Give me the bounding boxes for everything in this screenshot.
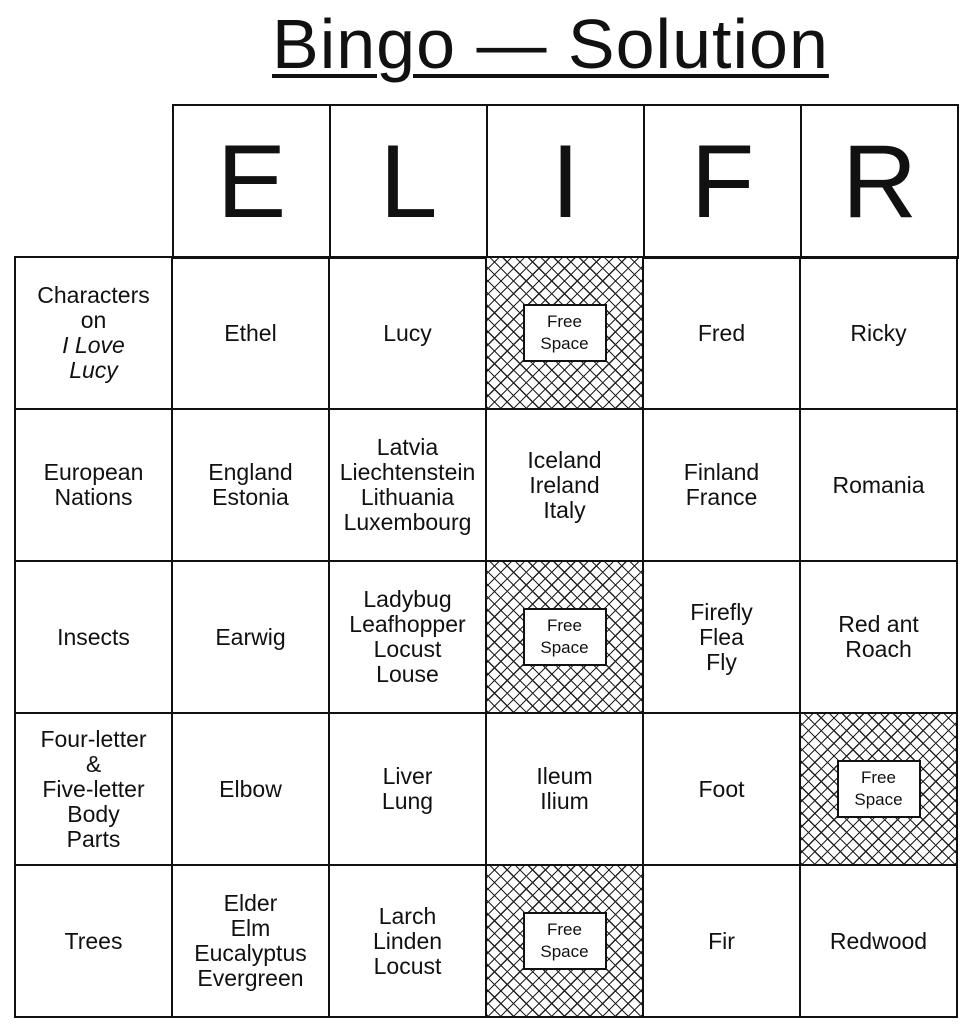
- answer-word: Lung: [381, 788, 434, 814]
- answer-word: Foot: [698, 775, 745, 802]
- free-space-text: Space: [540, 638, 589, 657]
- answer-word: Evergreen: [197, 965, 304, 991]
- answer-word: Elm: [230, 915, 271, 941]
- category-label: Body: [67, 800, 120, 827]
- free-space-cell: [487, 562, 644, 714]
- answer-word: Red ant: [838, 611, 919, 637]
- answer-word: Linden: [372, 927, 443, 954]
- free-space-text: Free: [861, 768, 896, 787]
- answer-word: Louse: [376, 661, 439, 687]
- free-space-text: Space: [540, 334, 589, 353]
- category-label: Characters: [37, 282, 150, 308]
- category-label: Five-letter: [42, 775, 145, 802]
- answer-cell-f: [644, 866, 801, 1018]
- answer-word: Ethel: [224, 319, 277, 346]
- answer-word: Lithuania: [360, 484, 455, 510]
- category-cell: [16, 256, 173, 410]
- bingo-board: [14, 256, 958, 1018]
- answer-cell-l: [330, 562, 487, 714]
- answer-word: Flea: [699, 623, 744, 650]
- answer-cell-e: [173, 866, 330, 1018]
- category-cell: [16, 714, 173, 866]
- answer-cell-e: [173, 256, 330, 410]
- category-label: on: [80, 307, 107, 333]
- category-label: Trees: [64, 927, 123, 954]
- answer-word: Locust: [373, 952, 442, 979]
- free-space-text: Space: [854, 790, 903, 809]
- answer-word: Elbow: [219, 775, 282, 802]
- answer-word: Larch: [378, 902, 437, 929]
- answer-word: Lucy: [383, 319, 432, 346]
- answer-word: Locust: [373, 636, 442, 662]
- answer-cell-f: [644, 714, 801, 866]
- free-space-label: [523, 608, 607, 666]
- answer-word: Leafhopper: [349, 611, 466, 637]
- free-space-text: Free: [547, 920, 582, 939]
- answer-cell-r: [801, 410, 958, 562]
- answer-word: Earwig: [215, 623, 286, 650]
- category-cell: [16, 410, 173, 562]
- column-letter-l: L: [331, 106, 488, 259]
- answer-word: Ireland: [529, 471, 600, 498]
- answer-word: Latvia: [376, 434, 439, 460]
- category-cell: [16, 562, 173, 714]
- category-label: Lucy: [69, 357, 118, 383]
- free-space-text: Space: [540, 942, 589, 961]
- category-label: European: [43, 459, 144, 485]
- answer-cell-r: [801, 256, 958, 410]
- answer-word: Roach: [845, 636, 912, 662]
- page-title: Bingo — Solution: [272, 5, 829, 83]
- answer-word: Fred: [697, 319, 746, 346]
- answer-cell-e: [173, 562, 330, 714]
- answer-word: Ilium: [540, 788, 589, 814]
- answer-cell-i: [487, 410, 644, 562]
- answer-cell-i: [487, 714, 644, 866]
- answer-word: Firefly: [690, 598, 753, 625]
- answer-word: Ladybug: [363, 586, 452, 612]
- answer-word: Finland: [683, 459, 760, 485]
- category-label: Insects: [57, 623, 130, 650]
- answer-word: Italy: [543, 496, 586, 523]
- free-space-cell: [487, 256, 644, 410]
- answer-cell-r: [801, 562, 958, 714]
- answer-word: Liver: [382, 763, 433, 789]
- category-label: &: [85, 750, 102, 777]
- free-space-label: [837, 760, 921, 818]
- free-space-text: Free: [547, 312, 582, 331]
- answer-cell-l: [330, 714, 487, 866]
- column-letter-r: R: [802, 106, 959, 259]
- answer-word: Iceland: [527, 446, 602, 473]
- column-letter-e: E: [174, 106, 331, 259]
- free-space-label: [523, 912, 607, 970]
- answer-cell-e: [173, 410, 330, 562]
- free-space-cell: [487, 866, 644, 1018]
- answer-word: England: [208, 459, 293, 485]
- column-letter-i: I: [488, 106, 645, 259]
- answer-word: Ileum: [536, 763, 593, 789]
- free-space-label: [523, 304, 607, 362]
- answer-cell-l: [330, 410, 487, 562]
- category-label: Nations: [54, 484, 133, 510]
- category-label: I Love: [62, 332, 125, 358]
- answer-word: Fly: [706, 648, 737, 675]
- answer-word: Romania: [832, 471, 925, 498]
- free-space-cell: [801, 714, 958, 866]
- answer-word: Redwood: [829, 927, 928, 954]
- answer-cell-l: [330, 866, 487, 1018]
- column-letter-f: F: [645, 106, 802, 259]
- answer-word: France: [685, 484, 758, 510]
- free-space-text: Free: [547, 616, 582, 635]
- answer-word: Elder: [223, 890, 278, 916]
- column-headers: [172, 104, 959, 259]
- answer-cell-f: [644, 410, 801, 562]
- answer-word: Luxembourg: [343, 509, 472, 535]
- answer-cell-l: [330, 256, 487, 410]
- answer-cell-f: [644, 256, 801, 410]
- category-cell: [16, 866, 173, 1018]
- answer-word: Fir: [708, 927, 735, 954]
- answer-word: Estonia: [212, 484, 289, 510]
- answer-word: Liechtenstein: [339, 459, 476, 485]
- answer-cell-e: [173, 714, 330, 866]
- category-label: Four-letter: [40, 725, 147, 752]
- answer-word: Eucalyptus: [194, 940, 307, 966]
- answer-cell-f: [644, 562, 801, 714]
- answer-word: Ricky: [850, 319, 907, 346]
- answer-cell-r: [801, 866, 958, 1018]
- category-label: Parts: [66, 825, 121, 852]
